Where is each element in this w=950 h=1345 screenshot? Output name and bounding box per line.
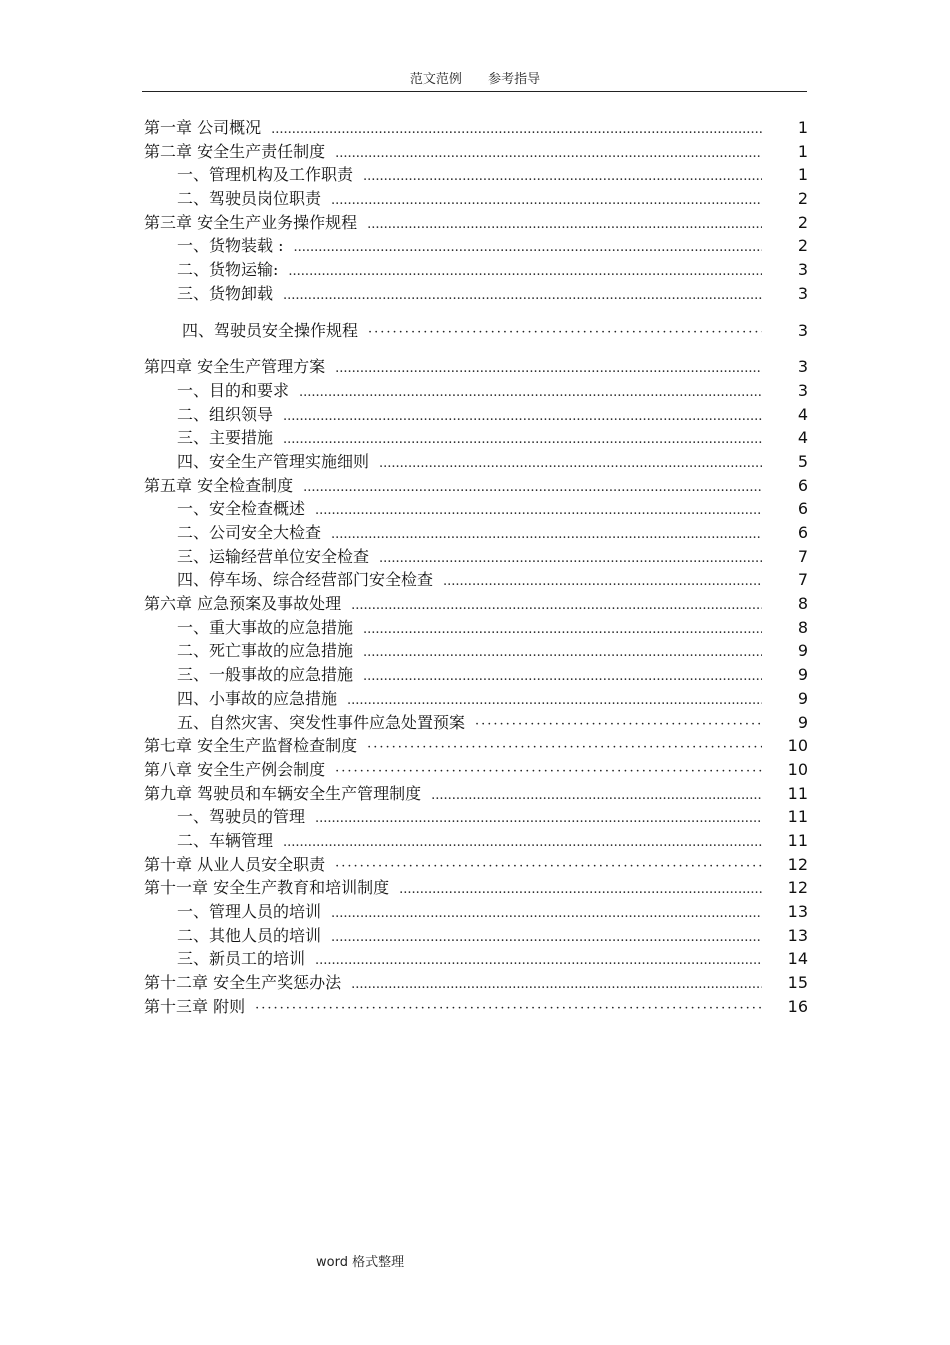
table-of-contents (144, 116, 808, 1018)
toc-entry-label: 一、管理人员的培训 (177, 902, 322, 921)
toc-leader-dots (363, 618, 762, 642)
page-header (0, 68, 950, 87)
toc-entry-label: 第四章 安全生产管理方案 (144, 357, 326, 377)
toc-leader-dots (255, 997, 762, 1021)
toc-entry[interactable] (144, 758, 808, 782)
toc-leader-dots (315, 499, 762, 523)
toc-entry[interactable] (144, 497, 808, 521)
toc-entry-page-number: 1 (797, 118, 808, 137)
toc-entry-page-number: 10 (787, 759, 808, 779)
toc-leader-dots (363, 641, 762, 665)
toc-entry[interactable] (144, 947, 808, 971)
toc-entry-page-number: 11 (787, 783, 808, 803)
toc-entry-label: 第十二章 安全生产奖惩办法 (144, 973, 342, 993)
toc-leader-dots (299, 381, 762, 405)
toc-entry[interactable] (144, 545, 808, 569)
toc-entry-label: 一、管理机构及工作职责 (177, 165, 354, 185)
toc-entry-label: 二、驾驶员岗位职责 (177, 189, 322, 209)
toc-entry-label: 二、死亡事故的应急措施 (177, 641, 354, 661)
toc-entry-page-number: 6 (797, 475, 808, 495)
toc-leader-dots (379, 547, 762, 571)
toc-entry[interactable] (144, 187, 808, 211)
toc-leader-dots (475, 713, 762, 737)
toc-entry-page-number: 12 (787, 878, 808, 898)
toc-leader-dots (288, 260, 762, 284)
toc-entry[interactable] (144, 734, 808, 758)
toc-entry-label: 第十一章 安全生产教育和培训制度 (144, 878, 390, 898)
toc-entry-label: 四、安全生产管理实施细则 (177, 451, 370, 471)
header-right-text: 参考指导 (488, 72, 541, 87)
toc-entry-page-number: 13 (787, 925, 808, 945)
toc-entry-page-number: 9 (797, 688, 808, 708)
toc-entry-page-number: 2 (797, 212, 808, 232)
toc-entry-page-number: 12 (787, 854, 808, 874)
toc-entry-page-number: 9 (797, 712, 808, 732)
toc-entry[interactable] (144, 450, 808, 474)
toc-entry-page-number: 3 (797, 320, 808, 340)
toc-entry[interactable] (144, 592, 808, 616)
toc-entry-page-number: 4 (797, 404, 808, 424)
toc-entry[interactable] (144, 234, 808, 258)
toc-entry-page-number: 5 (797, 451, 808, 471)
toc-entry-label: 二、组织领导 (177, 404, 274, 424)
toc-leader-dots (283, 284, 762, 308)
toc-entry[interactable] (144, 521, 808, 545)
toc-entry-page-number: 15 (787, 973, 808, 993)
toc-entry-page-number: 6 (797, 523, 808, 542)
toc-leader-dots (335, 855, 762, 879)
toc-entry-page-number: 2 (797, 189, 808, 209)
toc-entry[interactable] (144, 971, 808, 995)
toc-entry-label: 一、重大事故的应急措施 (177, 617, 354, 637)
toc-entry-label: 第八章 安全生产例会制度 (144, 759, 326, 779)
toc-entry-page-number: 3 (797, 380, 808, 400)
toc-entry-page-number: 2 (797, 236, 808, 256)
toc-leader-dots (351, 973, 762, 997)
page-footer: word 格式整理 (316, 1255, 405, 1270)
toc-leader-dots (283, 405, 762, 429)
toc-entry-page-number: 10 (787, 736, 808, 756)
toc-entry-page-number: 8 (797, 617, 808, 637)
toc-entry[interactable] (144, 616, 808, 640)
toc-entry-page-number: 16 (787, 996, 808, 1016)
toc-entry-label: 三、运输经营单位安全检查 (177, 546, 370, 566)
toc-leader-dots (351, 594, 762, 618)
toc-entry[interactable] (144, 258, 808, 282)
toc-leader-dots (315, 807, 762, 831)
toc-entry-label: 第二章 安全生产责任制度 (144, 141, 326, 161)
toc-entry-page-number: 11 (787, 830, 808, 850)
toc-entry[interactable] (144, 140, 808, 164)
toc-entry-label: 第五章 安全检查制度 (144, 475, 294, 495)
toc-entry[interactable] (144, 829, 808, 853)
toc-leader-dots (363, 665, 762, 689)
toc-entry-label: 第十三章 附则 (144, 996, 246, 1016)
toc-entry-label: 第三章 安全生产业务操作规程 (144, 212, 358, 232)
toc-entry-page-number: 11 (787, 807, 808, 827)
toc-entry-label: 一、安全检查概述 (177, 499, 306, 519)
toc-entry[interactable] (144, 853, 808, 877)
toc-entry-page-number: 1 (797, 165, 808, 185)
toc-leader-dots (335, 357, 762, 381)
toc-entry[interactable] (144, 355, 808, 379)
toc-leader-dots (331, 926, 762, 950)
toc-entry-page-number: 7 (797, 570, 808, 590)
toc-entry-page-number: 4 (797, 428, 808, 448)
toc-entry-page-number: 3 (797, 357, 808, 377)
toc-entry[interactable] (144, 282, 808, 306)
toc-leader-dots (331, 902, 762, 926)
toc-entry-label: 四、小事故的应急措施 (177, 688, 338, 708)
toc-entry-label: 二、车辆管理 (177, 830, 274, 850)
toc-entry[interactable] (144, 687, 808, 711)
toc-leader-dots (443, 570, 762, 594)
toc-entry-label: 二、其他人员的培训 (177, 925, 322, 945)
toc-entry-label: 第十章 从业人员安全职责 (144, 854, 326, 874)
toc-entry[interactable] (144, 900, 808, 924)
toc-entry-page-number: 9 (797, 665, 808, 685)
toc-leader-dots (367, 213, 762, 237)
toc-entry-page-number: 9 (797, 641, 808, 661)
toc-entry-label: 三、货物卸载 (177, 283, 274, 303)
toc-entry-label: 第六章 应急预案及事故处理 (144, 594, 342, 614)
toc-entry[interactable] (144, 805, 808, 829)
toc-entry[interactable] (144, 403, 808, 427)
toc-leader-dots (379, 452, 762, 476)
toc-entry-page-number: 7 (797, 546, 808, 566)
toc-leader-dots (331, 189, 762, 213)
toc-entry[interactable] (144, 474, 808, 498)
toc-entry[interactable] (144, 876, 808, 900)
toc-leader-dots (363, 165, 762, 189)
toc-leader-dots (283, 428, 762, 452)
toc-entry[interactable] (144, 116, 808, 140)
toc-entry-label: 五、自然灾害、突发性事件应急处置预案 (177, 712, 466, 732)
toc-entry[interactable] (144, 426, 808, 450)
toc-entry-label: 第七章 安全生产监督检查制度 (144, 736, 358, 756)
toc-entry-page-number: 3 (797, 260, 808, 280)
toc-entry-label: 一、目的和要求 (177, 380, 290, 400)
toc-entry[interactable] (144, 711, 808, 735)
toc-entry[interactable] (144, 924, 808, 948)
toc-leader-dots (335, 760, 762, 784)
toc-entry[interactable] (144, 782, 808, 806)
toc-entry-label: 三、新员工的培训 (177, 949, 306, 969)
toc-leader-dots (271, 118, 762, 142)
toc-entry-page-number: 8 (797, 594, 808, 614)
toc-entry[interactable] (144, 379, 808, 403)
toc-entry-page-number: 3 (797, 283, 808, 303)
toc-entry-label: 三、主要措施 (177, 428, 274, 448)
toc-entry-label: 二、货物运输: (177, 260, 279, 280)
header-left-text: 范文范例 (409, 72, 462, 87)
toc-leader-dots (283, 831, 762, 855)
toc-leader-dots (335, 142, 762, 166)
toc-leader-dots (347, 689, 762, 713)
toc-leader-dots (293, 236, 762, 260)
toc-leader-dots (399, 878, 762, 902)
toc-entry[interactable] (144, 995, 808, 1019)
toc-entry-label: 四、停车场、综合经营部门安全检查 (177, 570, 434, 590)
toc-leader-dots (367, 736, 762, 760)
toc-leader-dots (315, 949, 762, 973)
toc-entry-label: 第一章 公司概况 (144, 118, 262, 137)
toc-entry-page-number: 13 (787, 902, 808, 921)
toc-entry[interactable] (144, 319, 808, 343)
toc-entry-label: 一、货物装载 : (177, 236, 284, 256)
toc-entry-label: 一、驾驶员的管理 (177, 807, 306, 827)
toc-entry-page-number: 6 (797, 499, 808, 519)
toc-entry-label: 三、一般事故的应急措施 (177, 665, 354, 685)
toc-leader-dots (368, 321, 762, 345)
header-rule (142, 91, 807, 92)
toc-entry-label: 四、驾驶员安全操作规程 (182, 320, 359, 340)
toc-entry[interactable] (144, 568, 808, 592)
toc-entry-page-number: 1 (797, 141, 808, 161)
toc-entry-page-number: 14 (787, 949, 808, 969)
toc-entry-label: 第九章 驾驶员和车辆安全生产管理制度 (144, 783, 422, 803)
toc-entry-label: 二、公司安全大检查 (177, 523, 322, 542)
toc-entry[interactable] (144, 211, 808, 235)
toc-leader-dots (331, 523, 762, 547)
toc-entry[interactable] (144, 639, 808, 663)
toc-leader-dots (303, 476, 762, 500)
toc-entry[interactable] (144, 163, 808, 187)
toc-leader-dots (431, 784, 762, 808)
toc-entry[interactable] (144, 663, 808, 687)
